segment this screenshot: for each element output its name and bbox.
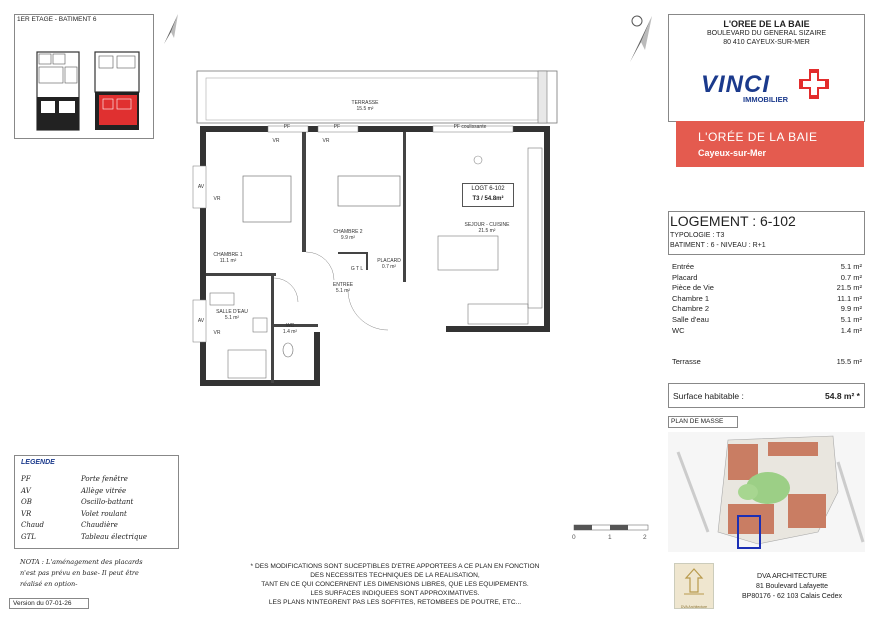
av-label: AV: [197, 184, 205, 190]
north-arrow-icon: [624, 12, 658, 66]
legend-item: [21, 474, 171, 486]
room-area: 11.1 m²: [837, 293, 862, 303]
vr-label: VR: [213, 196, 221, 202]
room-name: Chambre 1: [672, 293, 710, 303]
surface-box: [668, 383, 865, 408]
scale-tick-1: 1: [608, 534, 612, 541]
legend-value: Chaudière: [81, 521, 118, 529]
project-banner: [676, 121, 864, 167]
plan-masse-label: PLAN DE MASSE: [668, 416, 738, 428]
surface-value: 54.8 m² *: [825, 391, 860, 401]
chambre1-label: CHAMBRE 1 11.1 m²: [213, 252, 243, 264]
logement-title: LOGEMENT : 6-102: [670, 213, 796, 229]
site-plan-map: [668, 432, 865, 552]
terrasse-label: TERRASSE 15.5 m²: [351, 100, 379, 112]
room-row: [672, 315, 862, 326]
room-row: [672, 326, 862, 337]
scale-bar: [572, 524, 652, 534]
banner-title: L'ORÉE DE LA BAIE: [698, 130, 818, 144]
chambre2-label: CHAMBRE 2 9.9 m²: [333, 229, 363, 241]
room-name: Entrée: [672, 262, 695, 271]
salle-deau-label: SALLE D'EAU 5.1 m²: [216, 309, 248, 321]
vr-label: VR: [322, 138, 330, 144]
room-area: 9.9 m²: [840, 304, 862, 314]
av-label: AV: [197, 318, 205, 324]
room-list: [672, 262, 862, 336]
legend-item: [21, 509, 171, 521]
disclaimer: * DES MODIFICATIONS SONT SUCEPTIBLES D'ETRE APPORTEES A CE PLAN EN FONCTION DES NECESSITES TECHNIQUES DE LA REALISATION, TANT EN CE QUI CONCERNENT LES DIMENSIONS LIBRES, QUE LES EQUIPEMENTS. LES SURFACES INDIQUEES SONT APPROXIMATIVES. LES PLANS N'INTEGRENT PAS LES SOFFITES, RETOMBEES DE POUTRE, ETC...: [250, 563, 540, 606]
wc-label: WC 1.4 m²: [282, 323, 298, 335]
room-row: [672, 273, 862, 284]
vinci-sub: IMMOBILIER: [743, 95, 788, 104]
room-row: [672, 304, 862, 315]
legend-item: [21, 486, 171, 498]
logement-batiment: BATIMENT : 6 - NIVEAU : R+1: [670, 242, 766, 249]
nota-note: NOTA : L'aménagement des placards n'est pas prévu en base- Il peut être réalisé en option-: [20, 558, 143, 588]
scale-tick-2: 2: [643, 534, 647, 541]
vinci-logo: [701, 71, 841, 111]
vinci-cross-icon: [797, 67, 831, 101]
legend-key: VR: [21, 509, 32, 518]
legend-item: [21, 520, 171, 532]
room-name: Chambre 2: [672, 304, 710, 314]
project-header: [668, 14, 865, 122]
legend-value: Tableau électrique: [81, 532, 148, 541]
legend-key: AV: [21, 486, 31, 495]
terrasse-row: Terrasse 15.5 m²: [672, 357, 862, 366]
legend-title: LEGENDE: [21, 459, 55, 466]
surface-label: Surface habitable :: [673, 391, 744, 401]
scale-tick-0: 0: [572, 534, 576, 541]
key-plan-drawing: [35, 47, 145, 137]
version-label: Version du 07-01-26: [9, 598, 89, 609]
legend-key: Chaud: [21, 521, 45, 529]
north-arrow-icon: [160, 12, 182, 46]
room-name: Placard: [672, 272, 698, 282]
legend-item: [21, 532, 171, 544]
vr-label: VR: [272, 138, 280, 144]
legend-value: Porte fenêtre: [81, 475, 128, 483]
legend-value: Allège vitrée: [81, 486, 127, 495]
entree-label: ENTREE 5.1 m²: [332, 282, 354, 294]
project-address1: BOULEVARD DU GENERAL SIZAIRE: [706, 30, 827, 37]
sejour-label: SEJOUR - CUISINE 21.5 m²: [464, 222, 510, 234]
banner-subtitle: Cayeux-sur-Mer: [698, 148, 767, 158]
dva-logo-text: DVA Architecture: [680, 605, 708, 609]
architect-info: DVA ARCHITECTURE 81 Boulevard Lafayette BP80176 - 62 103 Calais Cedex: [741, 573, 842, 600]
room-area: 1.4 m²: [840, 325, 862, 335]
legend-key: OB: [21, 498, 32, 506]
room-area: 5.1 m²: [840, 262, 862, 271]
legend-list: [21, 474, 171, 543]
pf-coulissante-label: PF coulissante: [453, 124, 487, 130]
room-name: Pièce de Vie: [672, 283, 714, 293]
room-area: 21.5 m²: [836, 283, 862, 293]
room-name: Salle d'eau: [672, 314, 709, 324]
logement-tag: LOGT 6-102 T3 / 54.8m²: [462, 183, 514, 207]
logement-typologie: TYPOLOGIE : T3: [670, 232, 725, 239]
room-area: 0.7 m²: [840, 272, 862, 282]
dva-logo-icon: [675, 564, 713, 600]
vinci-wordmark: VINCI: [701, 71, 771, 98]
architect-logo: [674, 563, 714, 609]
key-plan-box: [14, 14, 154, 139]
legend-value: Oscillo-battant: [81, 498, 134, 506]
pf-label: PF: [333, 124, 341, 130]
room-row: [672, 283, 862, 294]
room-name: WC: [672, 325, 685, 335]
logement-title-box: [668, 211, 865, 255]
floor-label: 1ER ETAGE - BATIMENT 6: [17, 16, 97, 23]
legend-box: [14, 455, 179, 549]
placard-label: PLACARD 0.7 m²: [377, 258, 401, 270]
legend-value: Volet roulant: [81, 509, 127, 518]
room-area: 5.1 m²: [840, 314, 862, 324]
room-row: [672, 262, 862, 273]
room-row: [672, 294, 862, 305]
legend-key: GTL: [21, 532, 36, 541]
project-name: L'OREE DE LA BAIE: [723, 19, 810, 29]
legend-key: PF: [21, 475, 31, 483]
legend-item: [21, 497, 171, 509]
gtl-label: G T L: [350, 266, 364, 272]
project-address2: 80 410 CAYEUX-SUR-MER: [723, 39, 810, 46]
pf-label: PF: [283, 124, 291, 130]
vr-label: VR: [213, 330, 221, 336]
